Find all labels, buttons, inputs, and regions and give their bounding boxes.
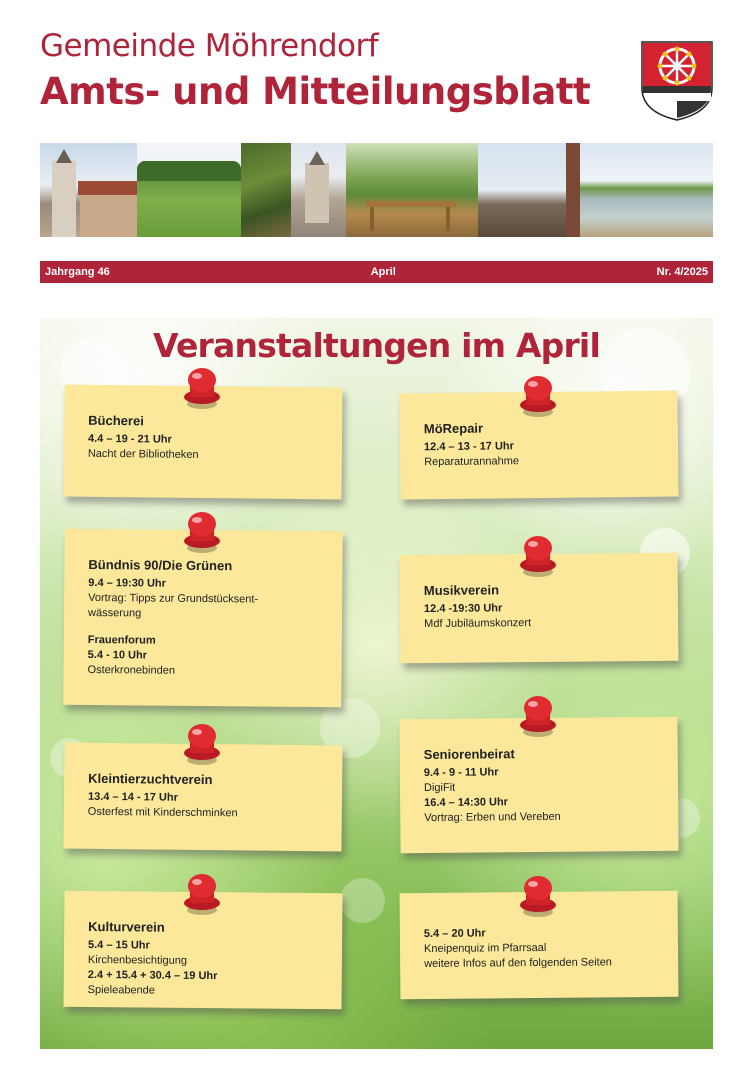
event-time: 12.4 -19:30 Uhr [423, 602, 503, 616]
event-time: 5.4 - 10 Uhr [87, 648, 148, 662]
poster-title: Veranstaltungen im April [153, 326, 600, 365]
event-time: 13.4 – 14 - 17 Uhr [87, 790, 178, 804]
pushpin-icon [518, 374, 558, 418]
municipality-name: Gemeinde Möhrendorf [40, 28, 379, 64]
pushpin-icon [518, 874, 558, 918]
note-subtitle: Frauenforum [87, 633, 156, 647]
month-label: April [370, 266, 396, 278]
note-title: MöRepair [423, 420, 484, 437]
note-title: Kleintierzuchtverein [88, 770, 213, 788]
coat-of-arms-icon [640, 40, 714, 122]
issue-number: Nr. 4/2025 [656, 266, 708, 278]
pushpin-icon [182, 510, 222, 554]
event-description: Kirchenbesichtigung [87, 953, 188, 967]
event-description: Vortrag: Erben und Vereben [424, 810, 561, 825]
note-title: Musikverein [423, 582, 500, 599]
event-time: 16.4 – 14:30 Uhr [424, 796, 508, 810]
events-poster [40, 318, 713, 1049]
photo-church-street [291, 143, 346, 237]
event-description: Mdf Jubiläumskonzert [424, 617, 532, 631]
publication-title: Amts- und Mitteilungsblatt [40, 70, 591, 113]
photo-stork-nest [478, 143, 580, 237]
photo-meadow-storks [137, 143, 241, 237]
event-time: 2.4 + 15.4 + 30.4 – 19 Uhr [87, 968, 218, 983]
photo-tree [241, 143, 291, 237]
event-description: Spieleabende [87, 983, 155, 997]
event-description: DigiFit [423, 781, 456, 795]
note-title: Kulturverein [88, 918, 165, 935]
note-title: Bücherei [88, 412, 144, 429]
event-description: Kneipenquiz im Pfarrsaal [423, 941, 547, 956]
photo-church-tower [40, 143, 137, 237]
pushpin-icon [518, 534, 558, 578]
event-description: Reparaturannahme [424, 455, 520, 469]
pushpin-icon [182, 722, 222, 766]
note-title: Seniorenbeirat [423, 746, 515, 763]
volume-label: Jahrgang 46 [45, 266, 110, 278]
event-description: Osterkronebinden [87, 663, 176, 677]
event-time: 5.4 – 20 Uhr [423, 927, 486, 941]
event-time: 5.4 – 15 Uhr [87, 938, 150, 952]
event-time: 12.4 – 13 - 17 Uhr [423, 440, 514, 454]
photo-pond [580, 143, 713, 237]
event-time: 9.4 – 19:30 Uhr [88, 576, 167, 590]
note-title: Bündnis 90/Die Grünen [88, 556, 233, 574]
event-description: weitere Infos auf den folgenden Seiten [424, 956, 612, 971]
photo-picnic-area [346, 143, 478, 237]
event-description: Nacht der Bibliotheken [87, 447, 199, 461]
pushpin-icon [182, 872, 222, 916]
issue-info-bar [40, 261, 713, 283]
event-time: 9.4 - 9 - 11 Uhr [423, 766, 499, 780]
pushpin-icon [518, 694, 558, 738]
pushpin-icon [182, 366, 222, 410]
event-description: Osterfest mit Kinderschminken [87, 805, 238, 820]
event-description: Vortrag: Tipps zur Grundstücksent- wässerung [87, 591, 259, 620]
event-time: 4.4 – 19 - 21 Uhr [87, 432, 172, 446]
note-buendnis90 [63, 529, 343, 707]
photo-strip [40, 143, 713, 237]
